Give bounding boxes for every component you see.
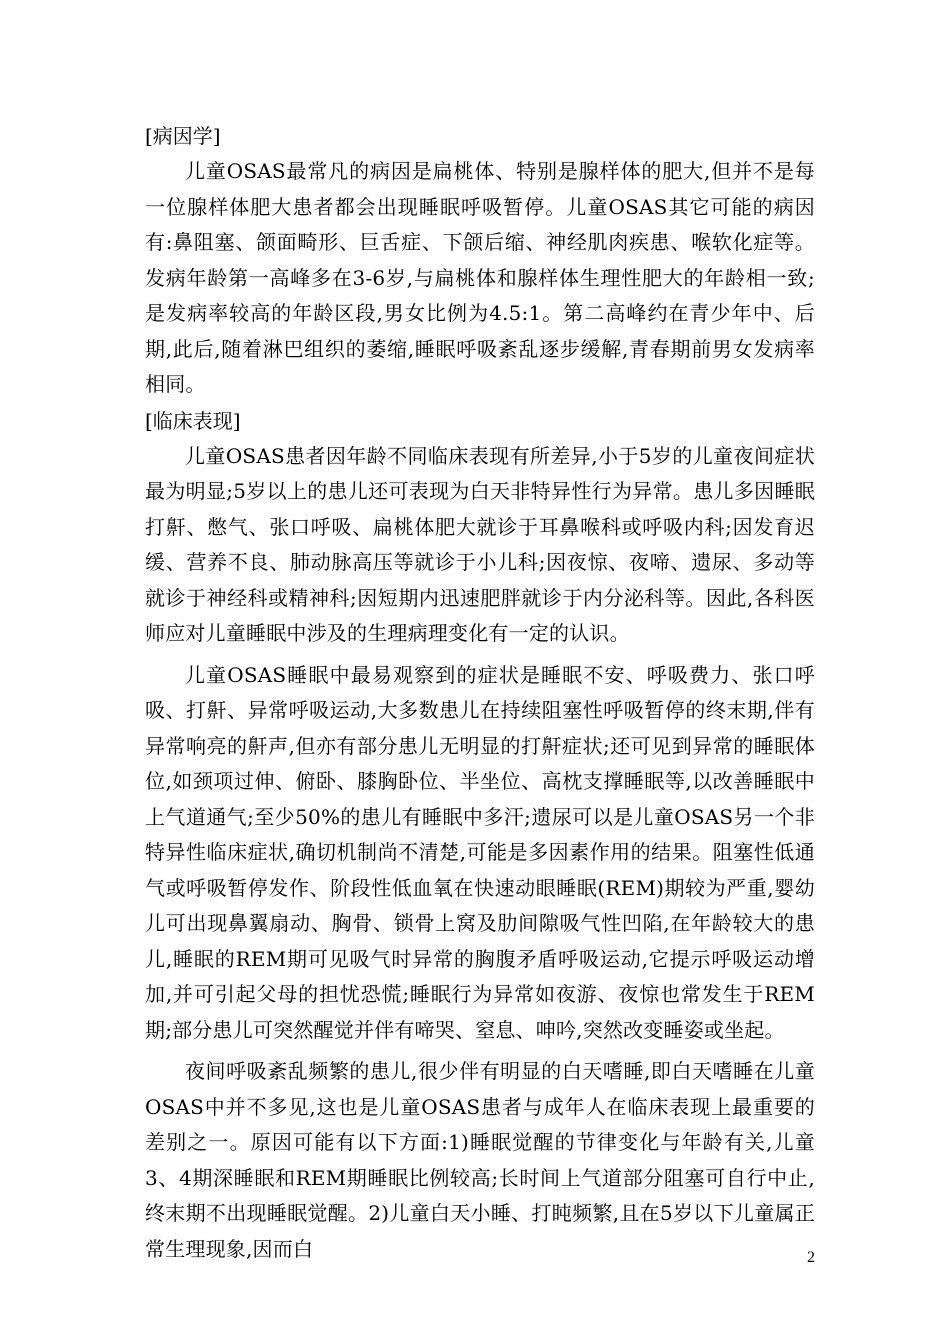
paragraph-clinical-2: 儿童OSAS睡眠中最易观察到的症状是睡眠不安、呼吸费力、张口呼吸、打鼾、异常呼吸运动,大多数患儿在持续阻塞性呼吸暂停的终末期,伴有异常响亮的鼾声,但亦有部分患儿无明显的打鼾症状;还可见到异常的睡眠体位,如颈项过伸、俯卧、膝胸卧位、半坐位、高枕支撑睡眠等,以改善睡眠中上气道通气;至少50%的患儿有睡眠中多汗;遗尿可以是儿童OSAS另一个非特异性临床症状,确切机制尚不清楚,可能是多因素作用的结果。阻塞性低通气或呼吸暂停发作、阶段性低血氧在快速动眼睡眠(REM)期较为严重,婴幼儿可出现鼻翼扇动、胸骨、锁骨上窝及肋间隙吸气性凹陷,在年龄较大的患儿,睡眠的REM期可见吸气时异常的胸腹矛盾呼吸运动,它提示呼吸运动增加,并可引起父母的担忧恐慌;睡眠行为异常如夜游、夜惊也常发生于REM期;部分患儿可突然醒觉并伴有啼哭、窒息、呻吟,突然改变睡姿或坐起。 [145, 662, 815, 1042]
document-body [145, 118, 815, 1267]
paragraph-clinical-3: 夜间呼吸紊乱频繁的患儿,很少伴有明显的白天嗜睡,即白天嗜睡在儿童OSAS中并不多见,这也是儿童OSAS患者与成年人在临床表现上最重要的差别之一。原因可能有以下方面:1)睡眠觉醒的节律变化与年龄有关,儿童3、4期深睡眠和REM期睡眠比例较高;长时间上气道部分阻塞可自行中止,终末期不出现睡眠觉醒。2)儿童白天小睡、打盹频繁,且在5岁以下儿童属正常生理现象,因而白 [145, 1059, 815, 1261]
paragraph-etiology-1: 儿童OSAS最常凡的病因是扁桃体、特别是腺样体的肥大,但并不是每一位腺样体肥大患者都会出现睡眠呼吸暂停。儿童OSAS其它可能的病因有:鼻阻塞、颌面畸形、巨舌症、下颌后缩、神经肌肉疾患、喉软化症等。发病年龄第一高峰多在3-6岁,与扁桃体和腺样体生理性肥大的年龄相一致;是发病率较高的年龄区段,男女比例为4.5:1。第二高峰约在青少年中、后期,此后,随着淋巴组织的萎缩,睡眠呼吸紊乱逐步缓解,青春期前男女发病率相同。 [145, 159, 815, 396]
section-heading-clinical: [临床表现] [145, 408, 241, 433]
section-heading-etiology: [病因学] [145, 124, 221, 148]
paragraph-clinical-1: 儿童OSAS患者因年龄不同临床表现有所差异,小于5岁的儿童夜间症状最为明显;5岁以上的患儿还可表现为白天非特异性行为异常。患儿多因睡眠打鼾、憋气、张口呼吸、扁桃体肥大就诊于耳鼻喉科或呼吸内科;因发育迟缓、营养不良、肺动脉高压等就诊于小儿科;因夜惊、夜啼、遗尿、多动等就诊于神经科或精神科;因短期内迅速肥胖就诊于内分泌科等。因此,各科医师应对儿童睡眠中涉及的生理病理变化有一定的认识。 [145, 443, 815, 645]
page-number: 2 [807, 1249, 815, 1266]
